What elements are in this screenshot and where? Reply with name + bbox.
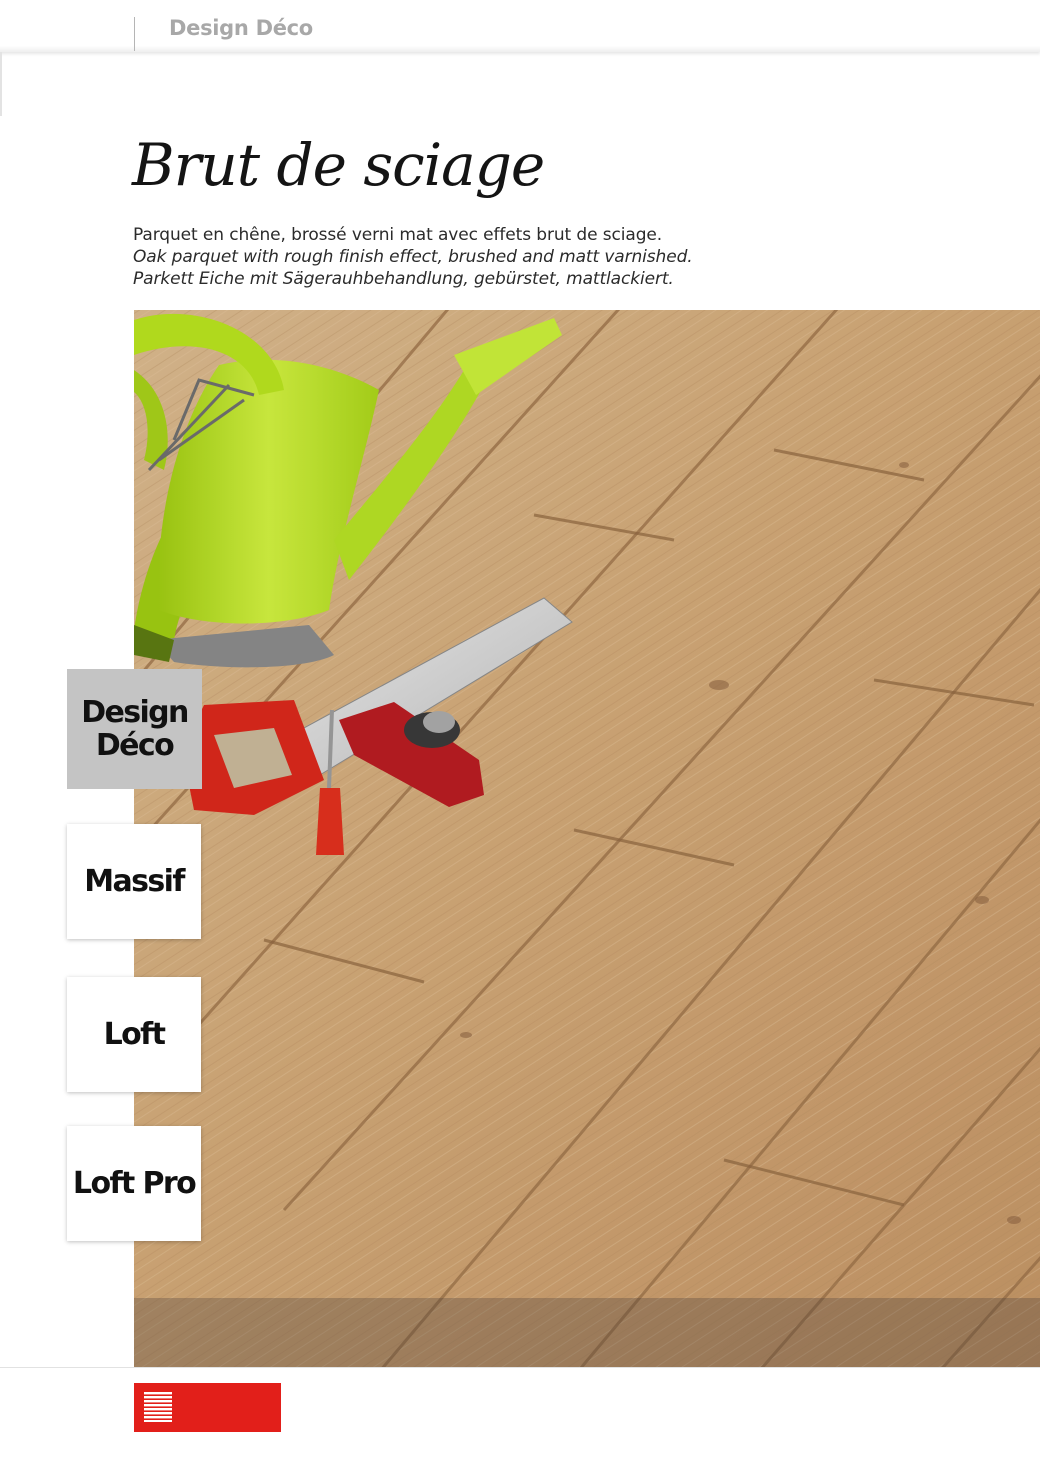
- tab-loft-pro[interactable]: Loft Pro: [67, 1126, 201, 1241]
- description-english: Oak parquet with rough finish effect, brushed and matt varnished.: [133, 247, 693, 267]
- product-name: Brut de sciage: [132, 131, 545, 199]
- edge-mark: [0, 52, 2, 116]
- photo-bottom-band: [134, 1298, 1040, 1367]
- page-header: [0, 0, 1040, 52]
- product-photo: [134, 310, 1040, 1367]
- header-divider: [134, 17, 135, 51]
- tab-massif[interactable]: Massif: [67, 824, 201, 939]
- footer-rule: [0, 1367, 1040, 1368]
- tab-design-deco[interactable]: Design Déco: [67, 669, 202, 789]
- tab-loft[interactable]: Loft: [67, 977, 201, 1092]
- description-french: Parquet en chêne, brossé verni mat avec effets brut de sciage.: [133, 225, 663, 245]
- description-german: Parkett Eiche mit Sägerauhbehandlung, gebürstet, mattlackiert.: [133, 269, 674, 289]
- section-title: Design Déco: [169, 16, 313, 40]
- stacked-lines-logo-icon: [144, 1392, 172, 1422]
